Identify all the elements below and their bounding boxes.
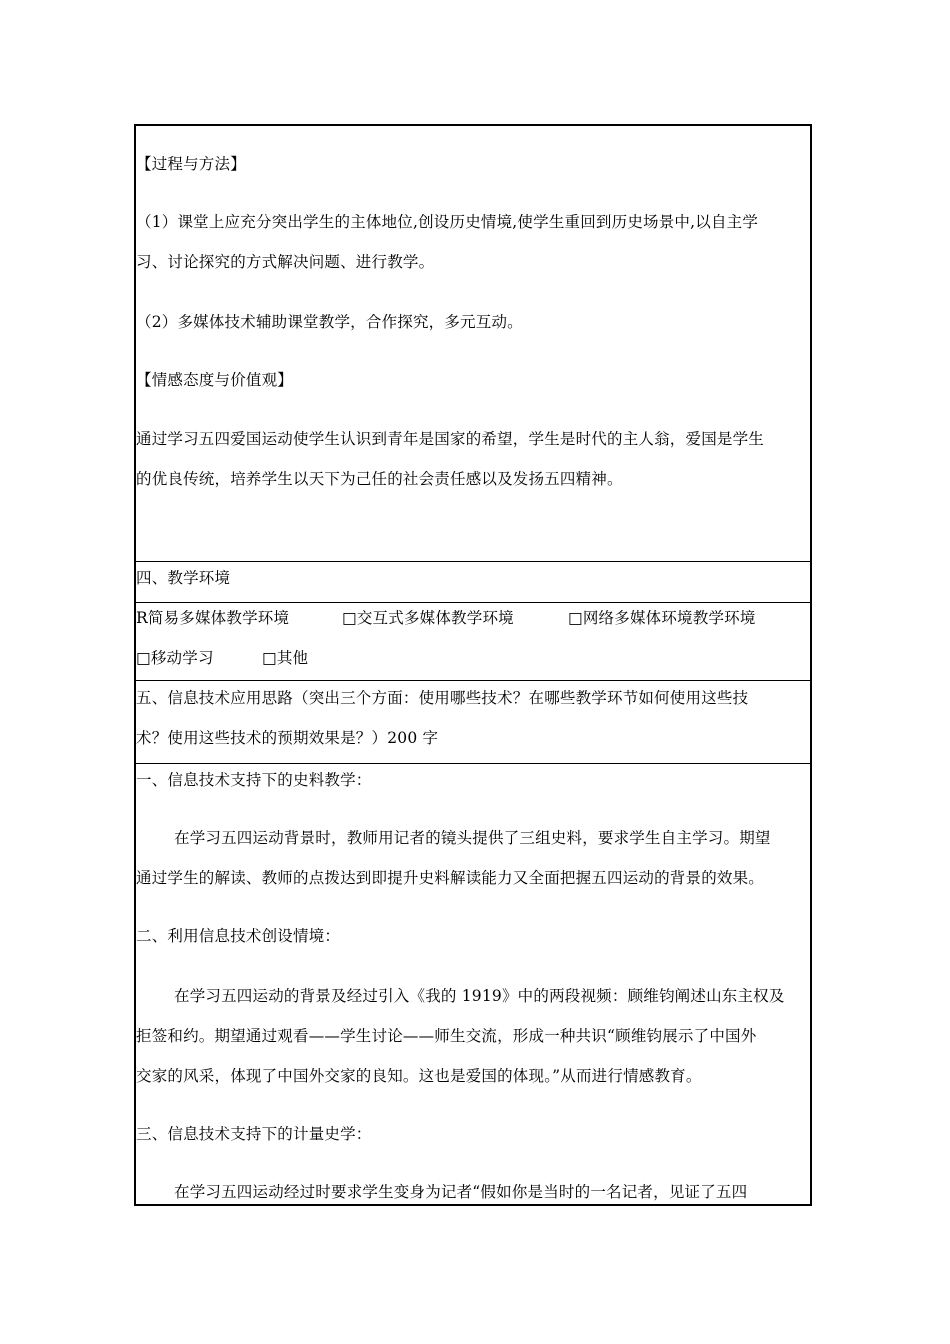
env-option-other[interactable] xyxy=(262,648,308,668)
checkbox-checked-mark: R xyxy=(136,609,148,627)
divider xyxy=(136,602,810,603)
env-option-network-multimedia[interactable] xyxy=(568,608,756,628)
process-point-2: （2）多媒体技术辅助课堂教学，合作探究，多元互动。 xyxy=(136,313,523,331)
env-option-label: 网络多媒体环境教学环境 xyxy=(582,609,756,627)
point-1-title: 一、信息技术支持下的史料教学： xyxy=(136,771,372,789)
point-2-line-2: 拒签和约。期望通过观看——学生讨论——师生交流，形成一种共识“顾维钧展示了中国外 xyxy=(136,1027,757,1045)
env-option-label: 其他 xyxy=(276,649,309,667)
process-method-heading: 【过程与方法】 xyxy=(136,155,246,173)
env-option-simple-multimedia[interactable] xyxy=(136,608,289,628)
emotion-text-line-2: 的优良传统，培养学生以天下为己任的社会责任感以及发扬五四精神。 xyxy=(136,470,623,488)
point-2-line-3: 交家的风采，体现了中国外交家的良知。这也是爱国的体现。”从而进行情感教育。 xyxy=(136,1067,702,1085)
env-option-interactive-multimedia[interactable] xyxy=(342,608,514,628)
checkbox-icon: □ xyxy=(342,609,357,627)
divider xyxy=(136,680,810,681)
process-point-1-line-1: （1）课堂上应充分突出学生的主体地位,创设历史情境,使学生重回到历史场景中,以自主学 xyxy=(136,213,759,231)
divider xyxy=(136,561,810,562)
env-option-mobile-learning[interactable] xyxy=(136,648,214,668)
checkbox-icon: □ xyxy=(568,609,583,627)
point-3-line-1: 在学习五四运动经过时要求学生变身为记者“假如你是当时的一名记者，见证了五四 xyxy=(174,1183,748,1201)
teaching-environment-heading: 四、教学环境 xyxy=(136,569,231,587)
emotion-text-line-1: 通过学习五四爱国运动使学生认识到青年是国家的希望，学生是时代的主人翁，爱国是学生 xyxy=(136,430,765,448)
it-application-heading-line-2: 术？使用这些技术的预期效果是？）200 字 xyxy=(136,729,439,747)
divider xyxy=(136,763,810,764)
env-option-label: 交互式多媒体教学环境 xyxy=(356,609,514,627)
emotion-values-heading: 【情感态度与价值观】 xyxy=(136,371,294,389)
point-2-line-1: 在学习五四运动的背景及经过引入《我的 1919》中的两段视频：顾维钧阐述山东主权及 xyxy=(174,987,785,1005)
checkbox-icon: □ xyxy=(136,649,151,667)
point-3-title: 三、信息技术支持下的计量史学： xyxy=(136,1125,372,1143)
checkbox-icon: □ xyxy=(262,649,277,667)
env-option-label: 移动学习 xyxy=(150,649,214,667)
lesson-plan-table xyxy=(134,124,812,1206)
point-2-title: 二、利用信息技术创设情境： xyxy=(136,927,341,945)
env-option-label: 简易多媒体教学环境 xyxy=(147,609,290,627)
point-1-line-1: 在学习五四运动背景时，教师用记者的镜头提供了三组史料，要求学生自主学习。期望 xyxy=(174,829,771,847)
it-application-heading-line-1: 五、信息技术应用思路（突出三个方面：使用哪些技术？在哪些教学环节如何使用这些技 xyxy=(136,689,749,707)
point-1-line-2: 通过学生的解读、教师的点拨达到即提升史料解读能力又全面把握五四运动的背景的效果。 xyxy=(136,869,765,887)
process-point-1-line-2: 习、讨论探究的方式解决问题、进行教学。 xyxy=(136,253,435,271)
